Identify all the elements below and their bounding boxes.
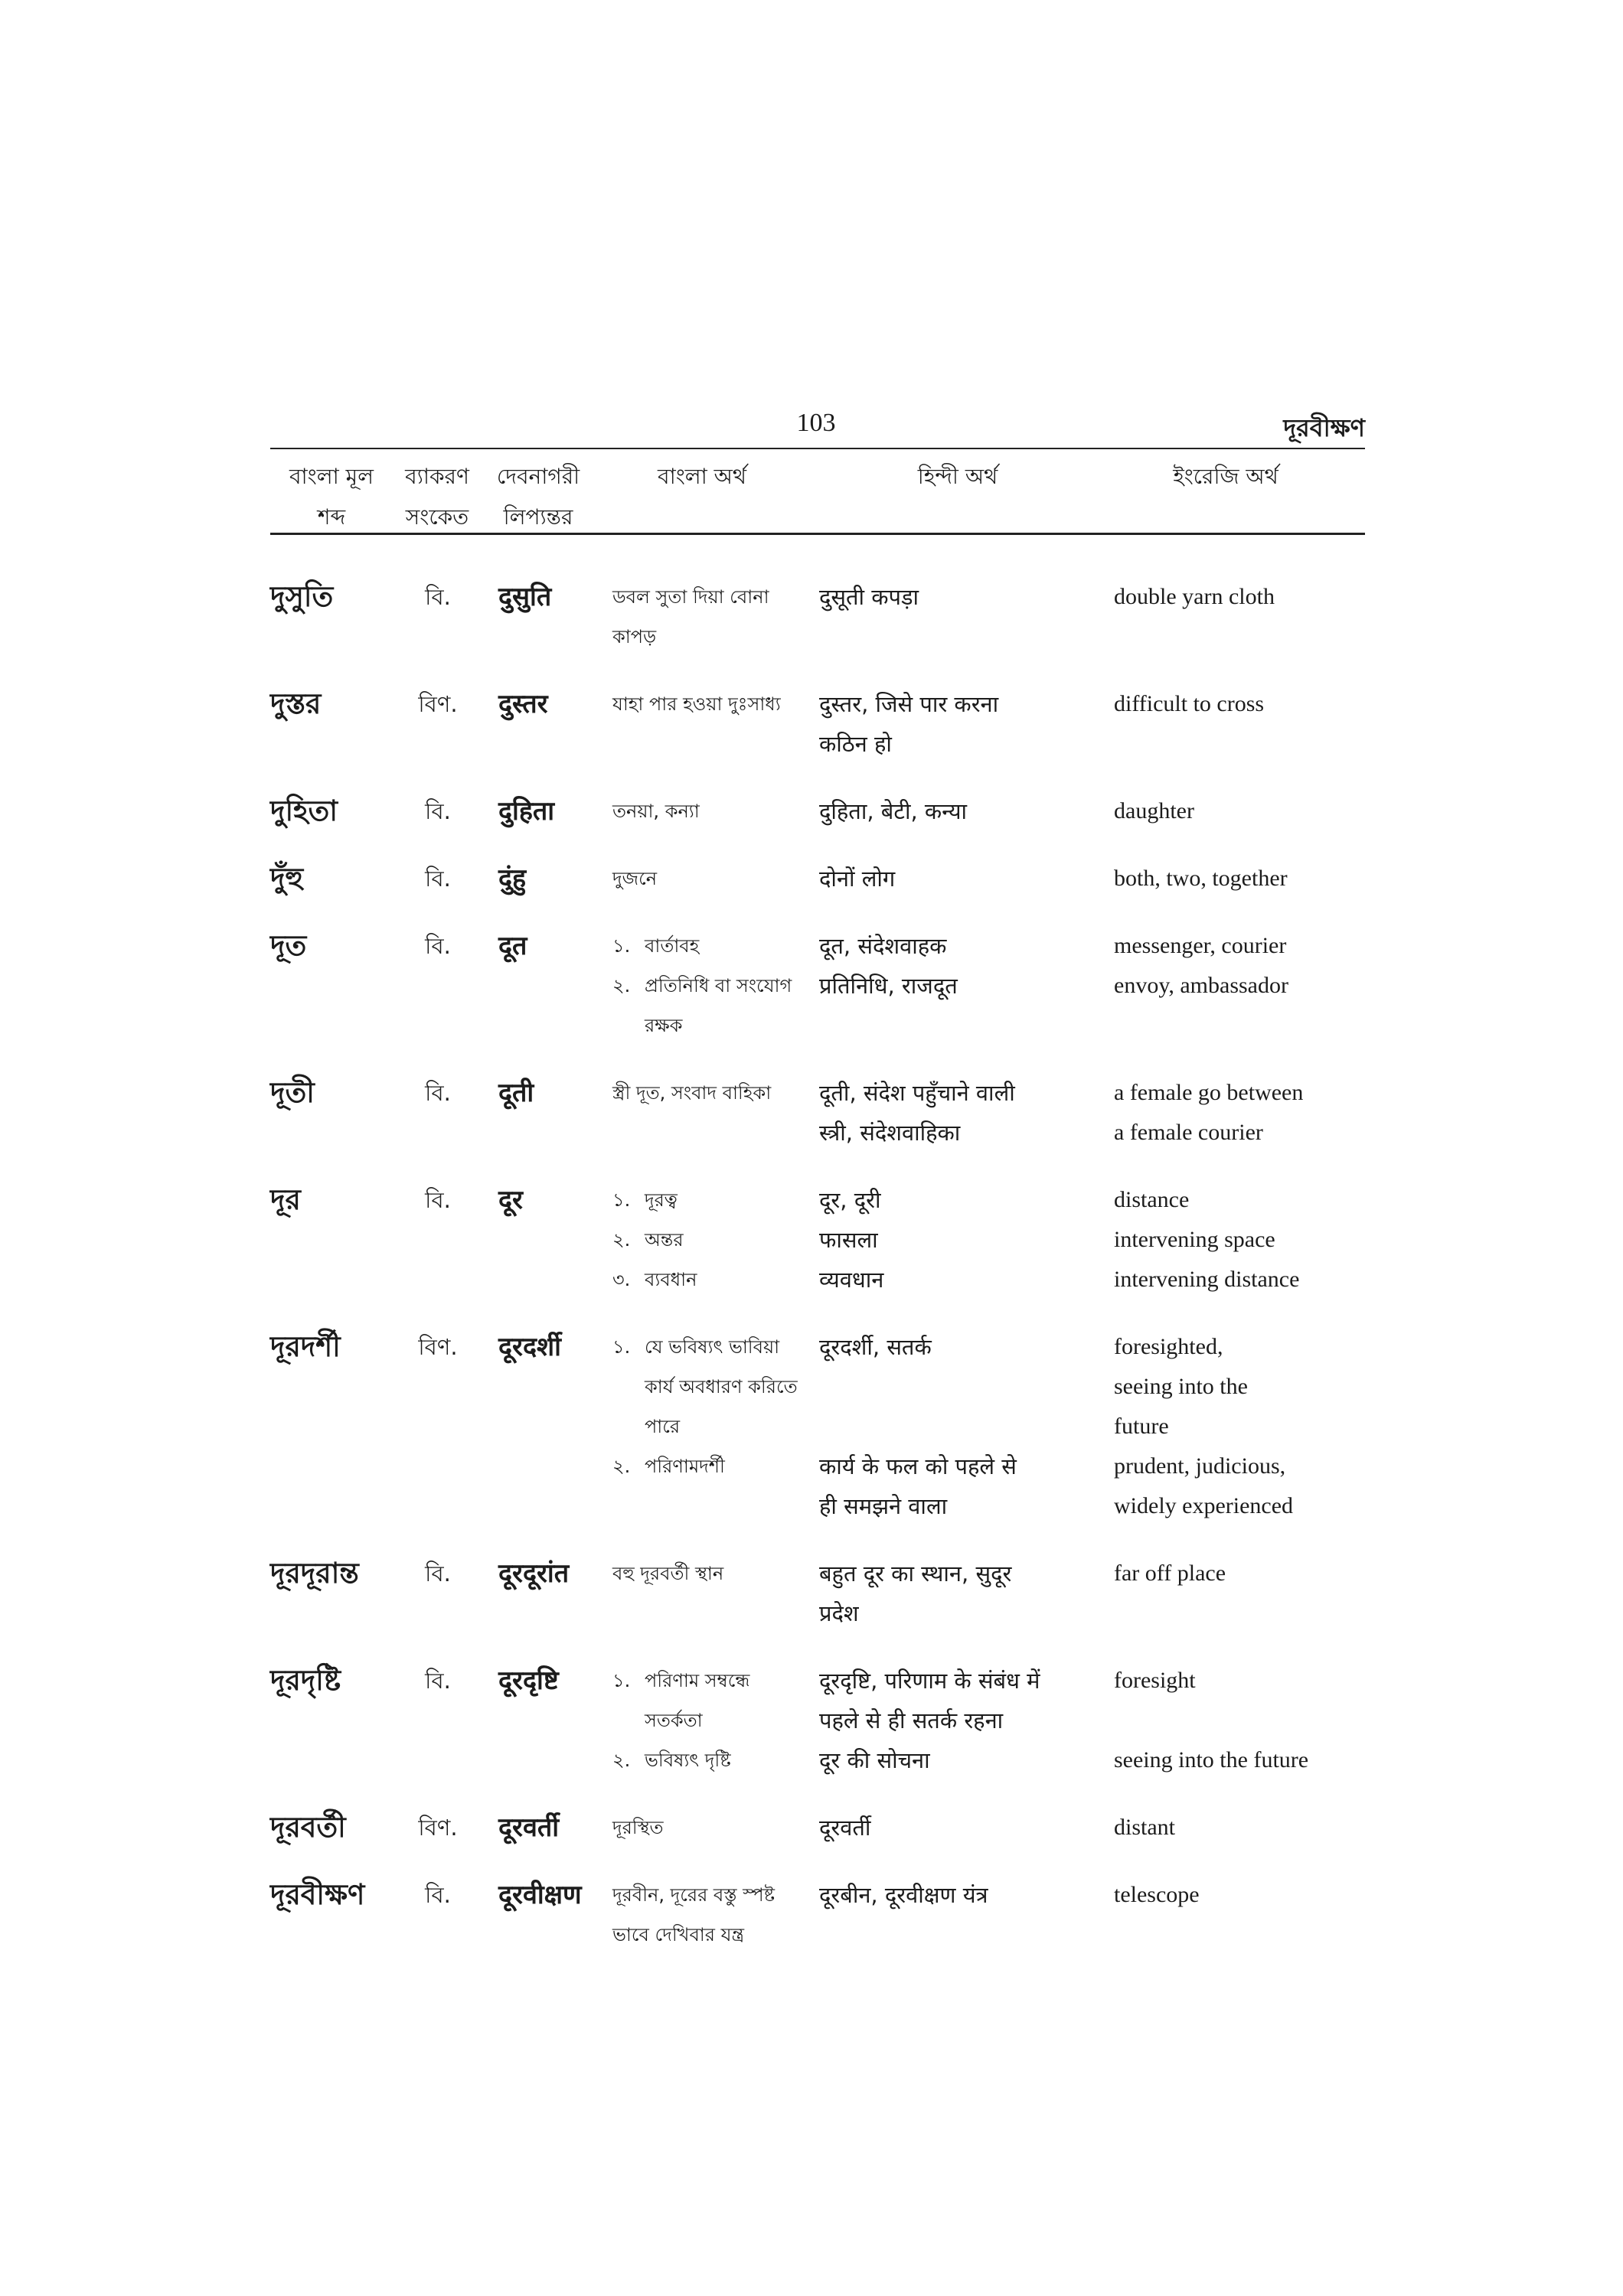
bengali-meaning (612, 1875, 819, 1955)
english-meaning (1114, 966, 1367, 1006)
column-header-line: সংকেত (405, 504, 469, 530)
bengali-meaning (612, 1554, 819, 1593)
hindi-meaning (819, 1446, 1114, 1526)
sense-number: ১. (612, 1670, 631, 1691)
dictionary-entry (270, 684, 1367, 764)
bengali-meaning-lines (645, 1180, 678, 1220)
bengali-meaning-lines (612, 1073, 771, 1113)
english-meaning-line: daughter (1114, 798, 1194, 823)
hindi-meaning (819, 926, 1114, 966)
devanagari-transliteration: दूरदूरांत (498, 1558, 570, 1589)
bengali-meaning-line: রক্ষক (645, 1015, 683, 1036)
grammar-tag: বি. (425, 1668, 451, 1694)
bengali-meaning-line: দূরবীন, দূরের বস্তু স্পষ্ট (612, 1884, 776, 1906)
english-meaning-line: future (1114, 1414, 1169, 1439)
grammar-tag: বিণ. (418, 1334, 458, 1360)
hindi-meaning (819, 1220, 1114, 1260)
column-header-line: শব্দ (317, 504, 346, 530)
sense-row (612, 791, 1367, 831)
bengali-meaning-line: অন্তর (645, 1229, 684, 1251)
bengali-meaning-line: কাপড় (612, 626, 657, 647)
english-meaning-line: intervening distance (1114, 1267, 1300, 1292)
column-header-line: ব্যাকরণ (405, 464, 469, 489)
sense-list (612, 1554, 1367, 1633)
bengali-meaning-lines (645, 966, 792, 1045)
dictionary-entry (270, 1808, 1367, 1848)
sense-row (612, 966, 1367, 1045)
hindi-meaning-line: दूरदर्शी, सतर्क (819, 1334, 932, 1360)
bengali-meaning-lines (612, 1875, 775, 1955)
hindi-meaning-line: दूत, संदेशवाहक (819, 933, 947, 959)
bengali-meaning-lines (612, 577, 769, 657)
hindi-meaning-line: दूती, संदेश पहुँचाने वाली (819, 1080, 1015, 1106)
devanagari-transliteration: दूत (498, 931, 527, 961)
dictionary-entry (270, 577, 1367, 657)
dictionary-entry (270, 791, 1367, 831)
english-meaning-line: seeing into the future (1114, 1747, 1309, 1773)
hindi-meaning-line: फासला (819, 1227, 878, 1253)
sense-number: ২. (612, 975, 631, 996)
column-header-bengali-meaning: বাংলা অর্থ (657, 464, 747, 489)
bengali-meaning-lines (645, 1446, 725, 1486)
devanagari-transliteration: दुसुति (498, 582, 552, 612)
headword: দূরদৃষ্টি (270, 1664, 341, 1697)
sense-row (612, 1446, 1367, 1526)
english-meaning-line: a female courier (1114, 1120, 1263, 1145)
devanagari-transliteration: दूती (498, 1078, 534, 1108)
english-meaning (1114, 1260, 1367, 1300)
english-meaning-line: foresighted, (1114, 1334, 1223, 1359)
sense-number: ১. (612, 935, 631, 957)
hindi-meaning-line: दूर की सोचना (819, 1747, 930, 1773)
english-meaning (1114, 1554, 1367, 1593)
bengali-meaning-line: ব্যবধান (645, 1269, 697, 1290)
devanagari-transliteration: दूर (498, 1185, 523, 1215)
bengali-meaning (612, 1260, 819, 1300)
sense-number: ২. (612, 1456, 631, 1477)
devanagari-transliteration: दुंहु (498, 863, 527, 894)
hindi-meaning-line: प्रतिनिधि, राजदूत (819, 973, 958, 999)
headword: দুস্তর (270, 687, 322, 720)
bengali-meaning-lines (645, 1220, 684, 1260)
bengali-meaning-line: বহু দূরবর্তী স্থান (612, 1563, 724, 1584)
sense-list (612, 1327, 1367, 1526)
hindi-meaning-line: बहुत दूर का स्थान, सुदूर (819, 1561, 1012, 1587)
running-head: দূরবীক্ষণ (1283, 413, 1365, 442)
dictionary-entry (270, 926, 1367, 1045)
bengali-meaning-lines (645, 926, 699, 966)
column-header-devanagari (482, 456, 594, 537)
hindi-meaning-line: दूर, दूरी (819, 1187, 881, 1213)
bengali-meaning-line: পরিণামদর্শী (645, 1456, 725, 1477)
grammar-tag: বি. (425, 1561, 451, 1587)
bengali-meaning (612, 859, 819, 899)
hindi-meaning (819, 1554, 1114, 1633)
column-header-grammar (394, 456, 480, 537)
hindi-meaning-line: दूरदृष्टि, परिणाम के संबंध में (819, 1668, 1040, 1694)
hindi-meaning (819, 1740, 1114, 1780)
sense-list (612, 684, 1367, 764)
bengali-meaning (612, 1073, 819, 1113)
hindi-meaning (819, 684, 1114, 764)
sense-row (612, 684, 1367, 764)
english-meaning-line: telescope (1114, 1882, 1200, 1907)
english-meaning (1114, 1740, 1367, 1780)
bengali-meaning-lines (612, 859, 657, 899)
bengali-meaning-lines (645, 1740, 731, 1780)
bengali-meaning (612, 926, 819, 966)
bengali-meaning-line: বার্তাবহ (645, 935, 700, 957)
header-bottom-rule (270, 533, 1365, 535)
english-meaning (1114, 859, 1367, 899)
hindi-meaning-line: दुसूती कपड़ा (819, 584, 919, 610)
english-meaning (1114, 1808, 1367, 1848)
english-meaning (1114, 926, 1367, 966)
bengali-meaning (612, 684, 819, 724)
hindi-meaning-line: व्यवधान (819, 1267, 884, 1293)
hindi-meaning (819, 1073, 1114, 1153)
sense-row (612, 1180, 1367, 1220)
bengali-meaning-line: পারে (645, 1416, 681, 1437)
headword: দুঁহু (270, 862, 304, 895)
page-number: 103 (796, 409, 836, 437)
hindi-meaning-line: कठिन हो (819, 731, 892, 757)
sense-list (612, 859, 1367, 899)
sense-row (612, 1327, 1367, 1446)
bengali-meaning (612, 1808, 819, 1848)
english-meaning (1114, 577, 1367, 617)
bengali-meaning-lines (612, 1554, 723, 1593)
sense-list (612, 1073, 1367, 1153)
dictionary-entry (270, 1554, 1367, 1633)
grammar-tag: বি. (425, 1187, 451, 1213)
bengali-meaning-lines (645, 1260, 697, 1300)
grammar-tag: বি. (425, 584, 451, 610)
english-meaning (1114, 1073, 1367, 1153)
bengali-meaning (612, 1180, 819, 1220)
english-meaning (1114, 791, 1367, 831)
bengali-meaning (612, 1446, 819, 1486)
bengali-meaning (612, 966, 819, 1045)
sense-row (612, 1554, 1367, 1633)
dictionary-entry (270, 1073, 1367, 1153)
sense-list (612, 791, 1367, 831)
english-meaning-line: double yarn cloth (1114, 584, 1275, 609)
sense-list (612, 926, 1367, 1045)
column-header-line: বাংলা মূল (289, 464, 374, 489)
sense-list (612, 1808, 1367, 1848)
hindi-meaning (819, 577, 1114, 617)
grammar-tag: বিণ. (418, 1815, 458, 1841)
headword: দুসুতি (270, 580, 334, 613)
column-header-english-meaning: ইংরেজি অর্থ (1173, 464, 1278, 489)
headword: দূরবীক্ষণ (270, 1878, 365, 1911)
english-meaning (1114, 1220, 1367, 1260)
english-meaning (1114, 684, 1367, 724)
bengali-meaning-line: সতর্কতা (645, 1710, 703, 1731)
sense-number: ২. (612, 1229, 631, 1251)
sense-row (612, 577, 1367, 657)
entry-list (270, 577, 1367, 1982)
english-meaning (1114, 1875, 1367, 1915)
sense-row (612, 1661, 1367, 1740)
hindi-meaning (819, 791, 1114, 831)
headword: দূত (270, 929, 307, 962)
bengali-meaning-line: ভাবে দেখিবার যন্ত্র (612, 1924, 745, 1945)
bengali-meaning-lines (612, 1808, 664, 1848)
english-meaning (1114, 1661, 1367, 1701)
hindi-meaning-line: दोनों लोग (819, 866, 896, 892)
bengali-meaning (612, 1327, 819, 1446)
hindi-meaning-line: ही समझने वाला (819, 1493, 948, 1519)
english-meaning-line: foresight (1114, 1668, 1196, 1693)
bengali-meaning-line: যাহা পার হওয়া দুঃসাধ্য (612, 693, 781, 715)
bengali-meaning-lines (612, 791, 700, 831)
headword: দূতী (270, 1076, 315, 1109)
english-meaning-line: seeing into the (1114, 1374, 1248, 1399)
grammar-tag: বি. (425, 1882, 451, 1908)
bengali-meaning-line: দুজনে (612, 868, 658, 889)
english-meaning-line: both, two, together (1114, 866, 1288, 891)
bengali-meaning (612, 791, 819, 831)
sense-list (612, 1661, 1367, 1780)
english-meaning-line: distance (1114, 1187, 1190, 1212)
headword: দূরবর্তী (270, 1811, 346, 1844)
sense-number: ৩. (612, 1269, 631, 1290)
bengali-meaning (612, 1661, 819, 1740)
hindi-meaning-line: कार्य के फल को पहले से (819, 1453, 1017, 1479)
devanagari-transliteration: दुस्तर (498, 689, 548, 719)
hindi-meaning-line: दुस्तर, जिसे पार करना (819, 691, 999, 717)
headword: দূর (270, 1183, 301, 1216)
english-meaning-line: envoy, ambassador (1114, 973, 1288, 998)
header-top-rule (270, 448, 1365, 449)
sense-list (612, 577, 1367, 657)
english-meaning-line: a female go between (1114, 1080, 1304, 1105)
devanagari-transliteration: दूरदृष्टि (498, 1665, 559, 1696)
hindi-meaning (819, 1260, 1114, 1300)
bengali-meaning (612, 1740, 819, 1780)
bengali-meaning-line: তনয়া, কন্যা (612, 801, 700, 822)
bengali-meaning-line: স্ত্রী দূত, সংবাদ বাহিকা (612, 1082, 772, 1104)
hindi-meaning (819, 1808, 1114, 1848)
sense-row (612, 1073, 1367, 1153)
column-header-line: লিপ্যন্তর (503, 504, 573, 530)
dictionary-entry (270, 1180, 1367, 1300)
english-meaning-line: messenger, courier (1114, 933, 1287, 958)
hindi-meaning-line: दूरबीन, दूरवीक्षण यंत्र (819, 1882, 988, 1908)
dictionary-entry (270, 1875, 1367, 1955)
bengali-meaning-line: যে ভবিষ্যৎ ভাবিয়া (645, 1336, 780, 1358)
english-meaning-line: distant (1114, 1815, 1175, 1840)
dictionary-entry (270, 859, 1367, 899)
sense-list (612, 1875, 1367, 1955)
english-meaning-line: intervening space (1114, 1227, 1275, 1252)
sense-row (612, 1875, 1367, 1955)
hindi-meaning-line: प्रदेश (819, 1600, 859, 1626)
sense-number: ২. (612, 1750, 631, 1771)
headword: দূরদর্শী (270, 1330, 341, 1363)
english-meaning-line: prudent, judicious, (1114, 1453, 1286, 1479)
sense-row (612, 1740, 1367, 1780)
grammar-tag: বি. (425, 798, 451, 824)
hindi-meaning-line: दूरवर्ती (819, 1815, 871, 1841)
bengali-meaning-line: দূরস্থিত (612, 1817, 664, 1838)
hindi-meaning-line: स्त्री, संदेशवाहिका (819, 1120, 961, 1146)
bengali-meaning (612, 577, 819, 657)
bengali-meaning-line: পরিণাম সম্বন্ধে (645, 1670, 750, 1691)
sense-row (612, 1808, 1367, 1848)
grammar-tag: বি. (425, 866, 451, 892)
sense-list (612, 1180, 1367, 1300)
column-header-line: দেবনাগরী (496, 464, 580, 489)
english-meaning (1114, 1446, 1367, 1526)
bengali-meaning (612, 1220, 819, 1260)
hindi-meaning (819, 859, 1114, 899)
grammar-tag: বিণ. (418, 691, 458, 717)
hindi-meaning (819, 1327, 1114, 1367)
hindi-meaning-line: पहले से ही सतर्क रहना (819, 1707, 1004, 1733)
bengali-meaning-lines (645, 1327, 798, 1446)
bengali-meaning-line: ভবিষ্যৎ দৃষ্টি (645, 1750, 731, 1771)
dictionary-entry (270, 1661, 1367, 1780)
sense-row (612, 1220, 1367, 1260)
sense-row (612, 926, 1367, 966)
english-meaning (1114, 1180, 1367, 1220)
bengali-meaning-line: দূরত্ব (645, 1189, 678, 1211)
sense-row (612, 1260, 1367, 1300)
english-meaning-line: far off place (1114, 1561, 1226, 1586)
hindi-meaning-line: दुहिता, बेटी, कन्या (819, 798, 968, 824)
sense-number: ১. (612, 1336, 631, 1358)
bengali-meaning-line: ডবল সুতা দিয়া বোনা (612, 586, 769, 608)
sense-row (612, 859, 1367, 899)
headword: দুহিতা (270, 794, 338, 827)
hindi-meaning (819, 966, 1114, 1006)
headword: দূরদূরান্ত (270, 1557, 359, 1590)
english-meaning-line: difficult to cross (1114, 691, 1265, 716)
english-meaning-line: widely experienced (1114, 1493, 1294, 1518)
hindi-meaning (819, 1661, 1114, 1740)
english-meaning (1114, 1327, 1367, 1446)
dictionary-entry (270, 1327, 1367, 1526)
bengali-meaning-line: প্রতিনিধি বা সংযোগ (645, 975, 792, 996)
devanagari-transliteration: दूरवर्ती (498, 1812, 560, 1843)
hindi-meaning (819, 1875, 1114, 1915)
devanagari-transliteration: दूरदर्शी (498, 1332, 561, 1362)
bengali-meaning-line: কার্য অবধারণ করিতে (645, 1376, 798, 1397)
bengali-meaning-lines (612, 684, 781, 724)
column-header-headword (270, 456, 393, 537)
column-header-hindi-meaning: হিন্দী অর্থ (917, 464, 998, 489)
devanagari-transliteration: दुहिता (498, 796, 555, 827)
sense-number: ১. (612, 1189, 631, 1211)
bengali-meaning-lines (645, 1661, 749, 1740)
hindi-meaning (819, 1180, 1114, 1220)
grammar-tag: বি. (425, 1080, 451, 1106)
grammar-tag: বি. (425, 933, 451, 959)
devanagari-transliteration: दूरवीक्षण (498, 1880, 582, 1910)
